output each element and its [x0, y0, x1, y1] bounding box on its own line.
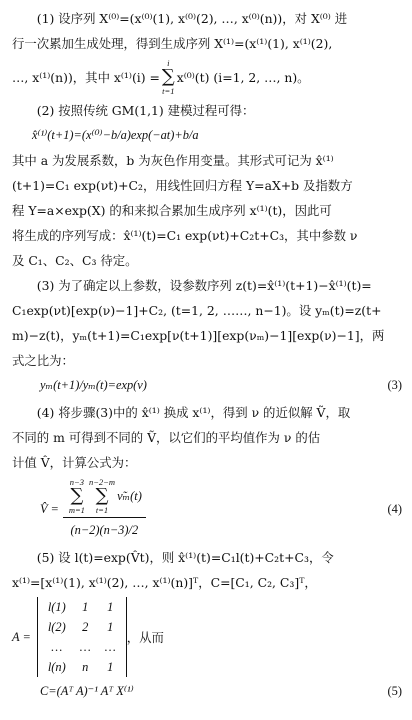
- matrix-cell: 1: [107, 600, 114, 614]
- sigma-icon: ∑: [70, 485, 84, 506]
- step4-line3: 计值 V̂，计算公式为：: [12, 455, 137, 470]
- equation-4-summand: ν̃ₘ(t): [117, 488, 142, 503]
- equation-5-number: (5): [387, 684, 402, 698]
- matrix-cell: l(2): [47, 620, 66, 634]
- equation-5-body: C=(Aᵀ A)⁻¹ Aᵀ X⁽¹⁾: [40, 684, 134, 698]
- step1-line2: 行一次累加生成处理，得到生成序列 X⁽¹⁾=(x⁽¹⁾(1), x⁽¹⁾(2),: [12, 36, 333, 51]
- outer-sum-lower: m=1: [68, 505, 85, 515]
- sum-upper: i: [167, 58, 170, 68]
- step2-text2: (t+1)=C₁ exp(νt)+C₂，用线性回归方程 Y=aX+b 及指数方: [12, 178, 353, 193]
- matrix-cell: 1: [82, 600, 89, 614]
- matrix-cell: 2: [82, 620, 89, 634]
- sum-lower: t=1: [162, 86, 175, 96]
- sum-symbol: [162, 58, 175, 96]
- sigma-icon: ∑: [161, 66, 175, 87]
- inner-sum-lower: t=1: [95, 505, 109, 515]
- step2-intro: (2) 按照传统 GM(1,1) 建模过程可得：: [36, 103, 255, 118]
- equation-4: [12, 477, 402, 541]
- equation-4-lhs: V̂ =: [40, 501, 59, 516]
- matrix-A-label: A =: [12, 629, 31, 644]
- step3-line1: (3) 为了确定以上参数，设参数序列 z(t)=x̂⁽¹⁾(t+1)−x̂⁽¹⁾(t)=: [36, 278, 372, 293]
- equation-4-numerator: [63, 477, 146, 518]
- step3-line3: m)−z(t)，yₘ(t+1)=C₁exp[ν(t+1)][exp(νₘ)−1][exp(ν)−1]，两: [12, 328, 385, 343]
- equation-4-number: (4): [387, 501, 402, 516]
- inner-sum: [89, 477, 115, 515]
- step1-line3-rest: x⁽⁰⁾(t) (i=1, 2, …, n)。: [176, 69, 310, 85]
- matrix-A-after: ，从而: [126, 629, 164, 645]
- matrix-cell: 1: [107, 620, 114, 634]
- step4-line2: 不同的 m 可得到不同的 Ṽ，以它们的平均值作为 ν 的估: [12, 430, 321, 445]
- step2-text1: 其中 a 为发展系数，b 为灰色作用变量。其形式可记为 x̂⁽¹⁾: [12, 153, 334, 168]
- matrix-cell: …: [104, 640, 116, 654]
- step5-line2: x⁽¹⁾=[x⁽¹⁾(1), x⁽¹⁾(2), …, x⁽¹⁾(n)]ᵀ，C=[C₁, C₂, C₃]ᵀ，: [12, 575, 317, 590]
- step1-line3: [12, 58, 402, 96]
- inner-sum-upper: n−2−m: [88, 477, 116, 487]
- sigma-icon: ∑: [95, 485, 109, 506]
- equation-3-number: (3): [387, 378, 402, 392]
- step4-line1: (4) 将步骤(3)中的 x̂⁽¹⁾ 换成 x⁽¹⁾，得到 ν 的近似解 Ṽ，取: [36, 405, 351, 420]
- step1-line1: (1) 设序列 X⁽⁰⁾=(x⁽⁰⁾(1), x⁽⁰⁾(2), …, x⁽⁰⁾(n))，对 X⁽⁰⁾ 进: [36, 11, 348, 26]
- step5-line1: (5) 设 l(t)=exp(V̂t)，则 x̂⁽¹⁾(t)=C₁l(t)+C₂t+C₃，令: [36, 550, 334, 565]
- matrix-cell: l(1): [47, 600, 66, 614]
- step1-line3-text: …, x⁽¹⁾(n))，其中 x⁽¹⁾(i) =: [12, 69, 160, 85]
- matrix-cell: …: [51, 640, 63, 654]
- equation-3: [12, 375, 402, 396]
- matrix-cell: n: [82, 660, 89, 674]
- equation-5: [12, 681, 402, 702]
- equation-4-body: [12, 477, 146, 541]
- step2-text4: 将生成的序列写成：x̂⁽¹⁾(t)=C₁ exp(νt)+C₂t+C₃，其中参数 ν: [12, 228, 358, 243]
- equation-4-denominator: (n−2)(n−3)/2: [70, 523, 139, 537]
- matrix-cell: 1: [107, 660, 114, 674]
- equation-3-body: yₘ(t+1)/yₘ(t)=exp(ν): [40, 378, 147, 392]
- step2-text5: 及 C₁、C₂、C₃ 待定。: [12, 253, 138, 268]
- step3-line2: C₁exp(νt)[exp(ν)−1]+C₂, (t=1, 2, ……, n−1)。设 yₘ(t)=z(t+: [12, 303, 382, 318]
- outer-sum: [69, 477, 85, 515]
- step2-formula: x̂⁽¹⁾(t+1)=(x⁽⁰⁾−b/a)exp(−at)+b/a: [32, 128, 199, 142]
- outer-sum-upper: n−3: [69, 477, 84, 487]
- step2-text3: 程 Y=a×exp(X) 的和来拟合累加生成序列 x⁽¹⁾(t)，因此可: [12, 203, 332, 218]
- step3-line4: 式之比为：: [12, 353, 74, 368]
- matrix-cell: l(n): [47, 660, 66, 674]
- matrix-cell: …: [79, 640, 91, 654]
- matrix-A-line: [12, 597, 402, 677]
- matrix-A: [37, 597, 127, 677]
- equation-4-fraction: [63, 477, 146, 541]
